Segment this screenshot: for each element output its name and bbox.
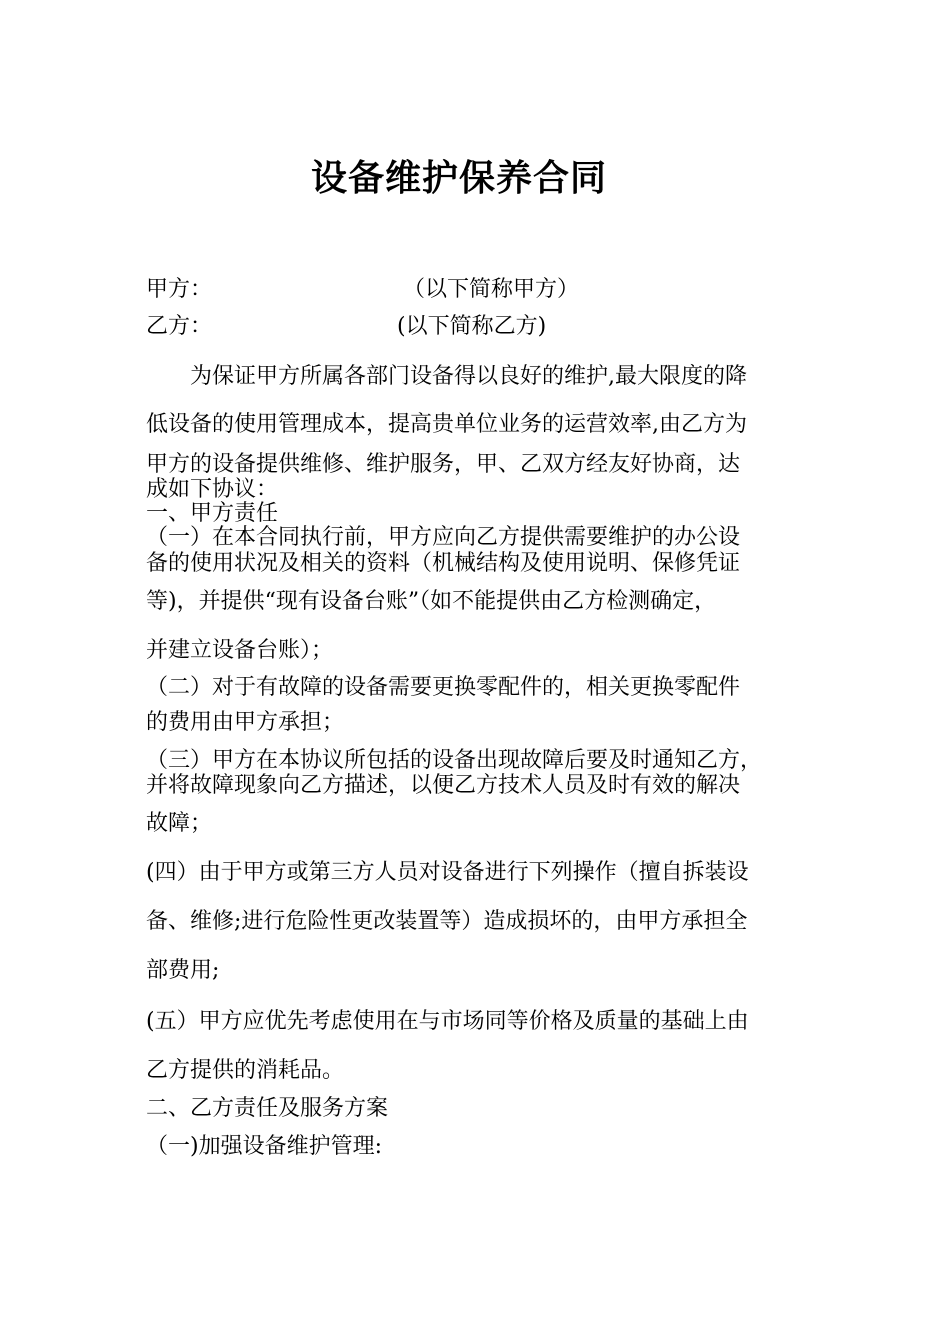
paragraph-line: （一）在本合同执行前，甲方应向乙方提供需要维护的办公设 [146, 525, 741, 550]
paragraph-line: 备的使用状况及相关的资料（机械结构及使用说明、保修凭证 [146, 551, 741, 576]
paragraph-line: （一)加强设备维护管理: [146, 1134, 382, 1159]
section-heading: 二、乙方责任及服务方案 [146, 1096, 389, 1121]
paragraph-line: 部费用; [146, 958, 220, 983]
paragraph-line: 备、维修;进行危险性更改装置等）造成损坏的，由甲方承担全 [146, 909, 748, 934]
paragraph-line: (四）由于甲方或第三方人员对设备进行下列操作（擅自拆装设 [146, 860, 749, 885]
paragraph-line: 成如下协议： [146, 477, 279, 502]
paragraph-line: 的费用由甲方承担； [146, 710, 345, 735]
paragraph-line: 低设备的使用管理成本，提高贵单位业务的运营效率,由乙方为 [146, 412, 747, 437]
paragraph-line: 并将故障现象向乙方描述，以便乙方技术人员及时有效的解决 [146, 773, 741, 798]
section-heading: 一、甲方责任 [146, 501, 279, 526]
paragraph-line: 乙方提供的消耗品。 [146, 1058, 345, 1083]
paragraph-line: 为保证甲方所属各部门设备得以良好的维护,最大限度的降 [190, 364, 747, 389]
party-b-note: (以下简称乙方) [397, 314, 547, 339]
page-title: 设备维护保养合同 [310, 158, 607, 199]
paragraph-line: 故障； [146, 811, 213, 836]
paragraph-line: 甲方的设备提供维修、维护服务，甲、乙双方经友好协商，达 [146, 452, 741, 477]
paragraph-line: （三）甲方在本协议所包括的设备出现故障后要及时通知乙方， [146, 748, 763, 773]
paragraph-line: 等)，并提供“现有设备台账”（如不能提供由乙方检测确定， [146, 589, 717, 614]
party-a-note: （以下简称甲方） [403, 277, 580, 302]
party-a-label: 甲方： [146, 277, 213, 302]
paragraph-line: （二）对于有故障的设备需要更换零配件的，相关更换零配件 [146, 675, 741, 700]
paragraph-line: 并建立设备台账）； [146, 638, 334, 663]
party-b-label: 乙方： [146, 314, 213, 339]
paragraph-line: (五）甲方应优先考虑使用在与市场同等价格及质量的基础上由 [146, 1009, 749, 1034]
